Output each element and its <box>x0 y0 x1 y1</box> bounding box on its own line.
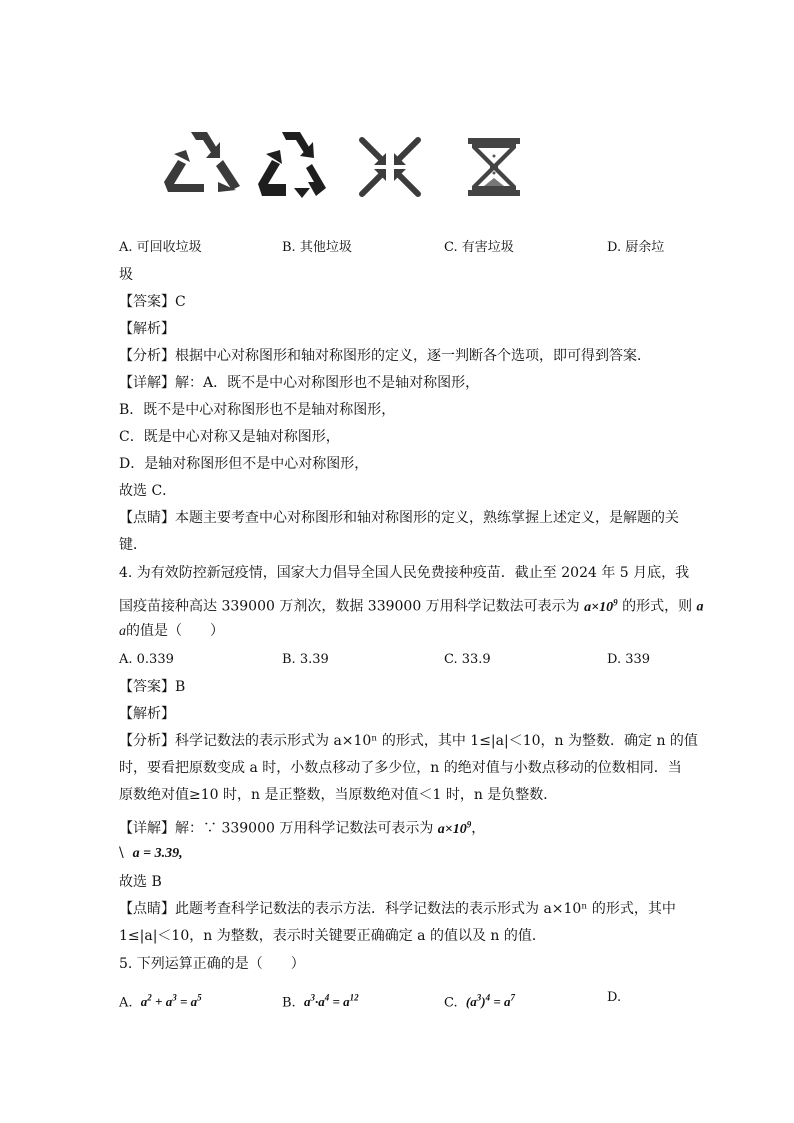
analysis-xiangjie: 【详解】解：A．既不是中心对称图形也不是轴对称图形， <box>119 375 480 391</box>
option-d: D. 厨余垃 <box>607 240 665 255</box>
question-4-stem-2: 国疫苗接种高达 339000 万剂次，数据 339000 万用科学记数法可表示为 $a\times 10^9$ 的形式，则 a <box>119 597 704 615</box>
question-5-stem: 5. 下列运算正确的是（ ） <box>119 956 305 972</box>
q4-analysis-title: 【解析】 <box>119 706 175 722</box>
arrows-inward-icon <box>356 136 424 198</box>
analysis-title: 【解析】 <box>119 321 175 337</box>
dianjing-continued: 键． <box>119 537 147 553</box>
option-a: A. 可回收垃圾 <box>119 240 202 255</box>
option-d-continued: 圾 <box>119 267 133 283</box>
q4-fenxi-1: 【分析】科学记数法的表示形式为 a×10ⁿ 的形式，其中 1≤|a|＜10，n 为整数．确定 n 的值 <box>119 733 698 749</box>
analysis-line-b: B．既不是中心对称图形也不是轴对称图形， <box>119 402 396 418</box>
hourglass-icon <box>466 136 522 198</box>
q4-option-c: C. 33.9 <box>444 652 491 667</box>
q4-option-b: B. 3.39 <box>282 652 329 667</box>
q5-option-d: D. <box>607 990 622 1005</box>
q4-option-a: A. 0.339 <box>119 652 174 667</box>
q4-result: \ a = 3.39, <box>119 845 183 861</box>
q5-option-a: A. $a^2 + a^3 = a^5$ <box>119 993 202 1011</box>
q4-fenxi-3: 原数绝对值≥10 时，n 是正整数，当原数绝对值＜1 时，n 是负整数． <box>119 787 558 803</box>
q4-dianjing-2: 1≤|a|＜10，n 为整数，表示时关键要正确确定 a 的值以及 n 的值． <box>119 928 546 944</box>
q4-dianjing-1: 【点睛】此题考查科学记数法的表示方法．科学记数法的表示形式为 a×10ⁿ 的形式，其中 <box>119 901 676 917</box>
recycle-icon <box>256 130 328 200</box>
q4-xiangjie: 【详解】解：∵ 339000 万用科学记数法可表示为 $a\times 10^9$， <box>119 819 486 837</box>
conclusion: 故选 C． <box>119 483 177 499</box>
q5-option-c: C. $(a^3)^4 = a^7$ <box>444 993 515 1011</box>
question-4-stem: 4. 为有效防控新冠疫情，国家大力倡导全国人民免费接种疫苗．截止至 2024 年 5 月底，我 <box>119 565 690 581</box>
analysis-line-d: D．是轴对称图形但不是中心对称图形， <box>119 456 369 472</box>
answer: 【答案】C <box>119 294 186 310</box>
dianjing: 【点睛】本题主要考查中心对称图形和轴对称图形的定义，熟练掌握上述定义，是解题的关 <box>119 510 679 526</box>
recycle-icon <box>160 128 242 194</box>
q4-answer: 【答案】B <box>119 679 186 695</box>
q4-conclusion: 故选 B <box>119 874 162 890</box>
q4-fenxi-2: 时，要看把原数变成 a 时，小数点移动了多少位，n 的绝对值与小数点移动的位数相同．当 <box>119 760 682 776</box>
q5-option-b: B. $a^3\cdot a^4 = a^{12}$ <box>282 993 359 1011</box>
analysis-line-c: C．既是中心对称又是轴对称图形， <box>119 429 340 445</box>
q4-option-d: D. 339 <box>607 652 651 667</box>
option-c: C. 有害垃圾 <box>444 240 514 255</box>
option-b: B. 其他垃圾 <box>282 240 352 255</box>
question-4-stem-3: a的值是（ ） <box>119 623 224 639</box>
analysis-fenxi: 【分析】根据中心对称图形和轴对称图形的定义，逐一判断各个选项，即可得到答案． <box>119 348 651 364</box>
